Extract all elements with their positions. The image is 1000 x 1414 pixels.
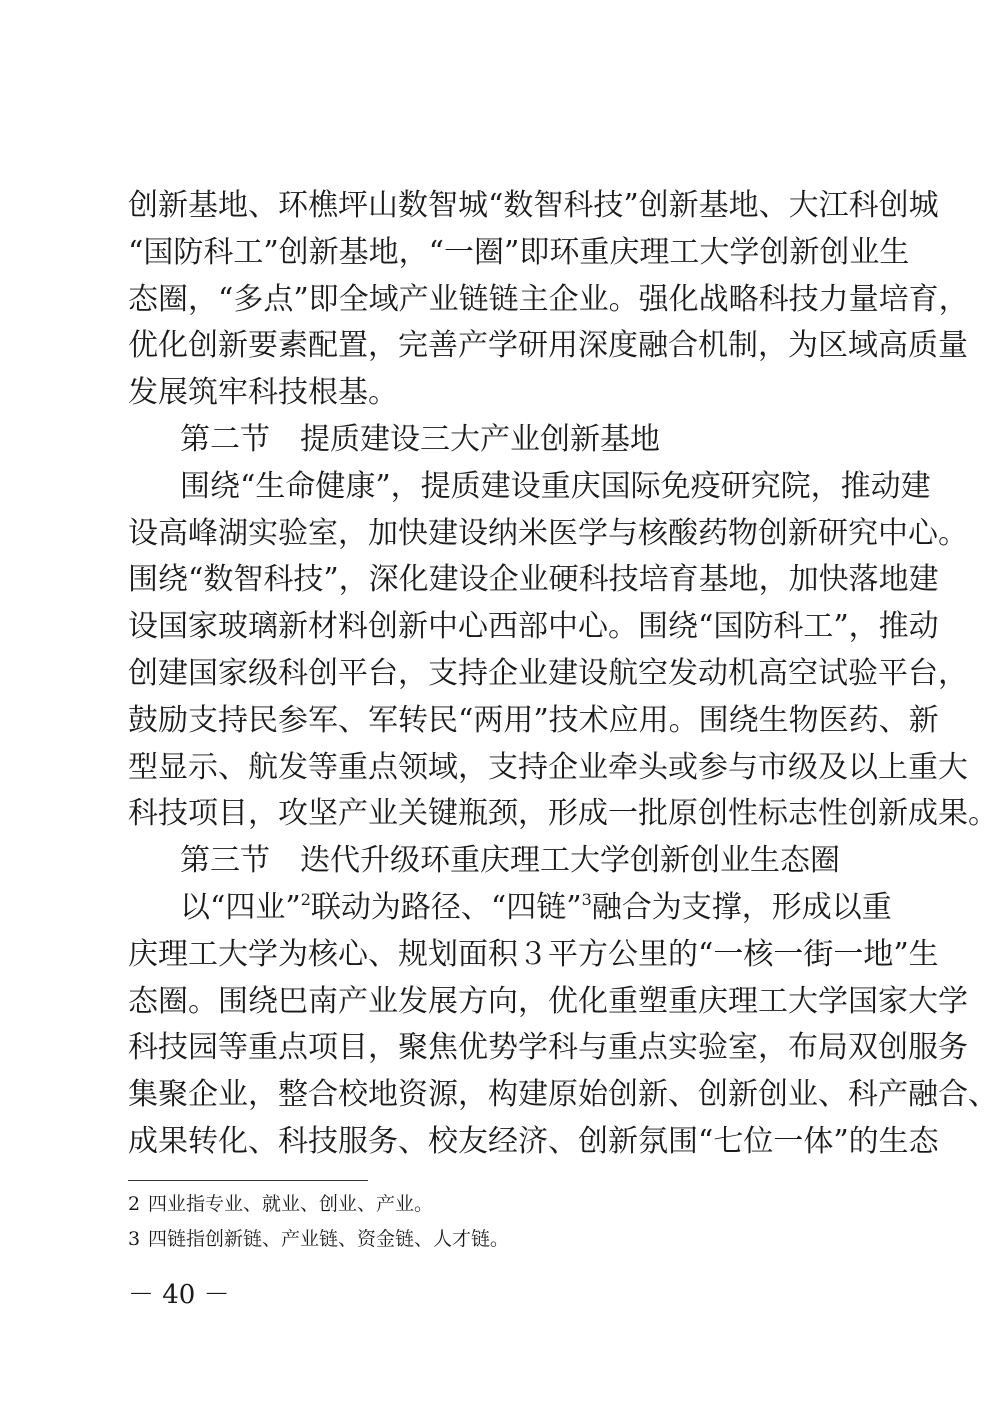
text-line: 发展筑牢科技根基。 — [128, 375, 398, 411]
text-fragment: 以“四业” — [180, 889, 301, 925]
text-line: 创建国家级科创平台，支持企业建设航空发动机高空试验平台， — [128, 655, 968, 691]
text-line: “国防科工”创新基地，“一圈”即环重庆理工大学创新创业生 — [128, 234, 910, 270]
text-line: 科技项目，攻坚产业关键瓶颈，形成一批原创性标志性创新成果。 — [128, 796, 998, 832]
text-fragment: 融合为支撑，形成以重 — [591, 889, 892, 925]
text-line: 成果转化、科技服务、校友经济、创新氛围“七位一体”的生态 — [128, 1123, 939, 1159]
text-line: 态圈，“多点”即全域产业链链主企业。强化战略科技力量培育， — [128, 281, 969, 317]
text-line: 设高峰湖实验室，加快建设纳米医学与核酸药物创新研究中心。 — [128, 515, 968, 551]
text-line: 优化创新要素配置，完善产学研用深度融合机制，为区域高质量 — [128, 328, 968, 364]
footnote-number: 2 — [128, 1193, 141, 1215]
footnote-ref-2[interactable]: 2 — [300, 889, 311, 909]
section-heading-3: 第三节 迭代升级环重庆理工大学创新创业生态圈 — [180, 843, 840, 879]
text-line: 鼓励支持民参军、军转民“两用”技术应用。围绕生物医药、新 — [128, 702, 939, 738]
text-line: 态圈。围绕巴南产业发展方向，优化重塑重庆理工大学国家大学 — [128, 983, 968, 1019]
footnote-number: 3 — [128, 1228, 141, 1250]
text-line: 围绕“数智科技”，深化建设企业硬科技培育基地，加快落地建 — [128, 562, 939, 598]
text-line: 集聚企业，整合校地资源，构建原始创新、创新创业、科产融合、 — [128, 1077, 998, 1113]
footnote-separator — [128, 1180, 368, 1181]
page-number: － 40 － — [128, 1280, 230, 1310]
text-line: 围绕“生命健康”，提质建设重庆国际免疫研究院，推动建 — [180, 468, 931, 504]
footnote-text: 四链指创新链、产业链、资金链、人才链。 — [148, 1228, 510, 1250]
text-line: 科技园等重点项目，聚焦优势学科与重点实验室，布局双创服务 — [128, 1030, 968, 1066]
text-line: 庆理工大学为核心、规划面积３平方公里的“一核一街一地”生 — [128, 936, 939, 972]
footnote-ref-3[interactable]: 3 — [581, 889, 592, 909]
footnote-text: 四业指专业、就业、创业、产业。 — [148, 1193, 434, 1215]
text-line: 设国家玻璃新材料创新中心西部中心。围绕“国防科工”，推动 — [128, 609, 939, 645]
footnotes — [128, 1187, 876, 1257]
main-text — [128, 183, 998, 1166]
footnote-item — [128, 1222, 876, 1257]
text-line-with-footnote-refs — [128, 885, 892, 932]
text-line: 创新基地、环樵坪山数智城“数智科技”创新基地、大江科创城 — [128, 188, 939, 223]
text-line: 型显示、航发等重点领域，支持企业牵头或参与市级及以上重大 — [128, 749, 968, 785]
text-fragment: 联动为路径、“四链” — [310, 889, 582, 925]
footnote-item — [128, 1187, 876, 1222]
section-heading-2: 第二节 提质建设三大产业创新基地 — [180, 421, 660, 457]
